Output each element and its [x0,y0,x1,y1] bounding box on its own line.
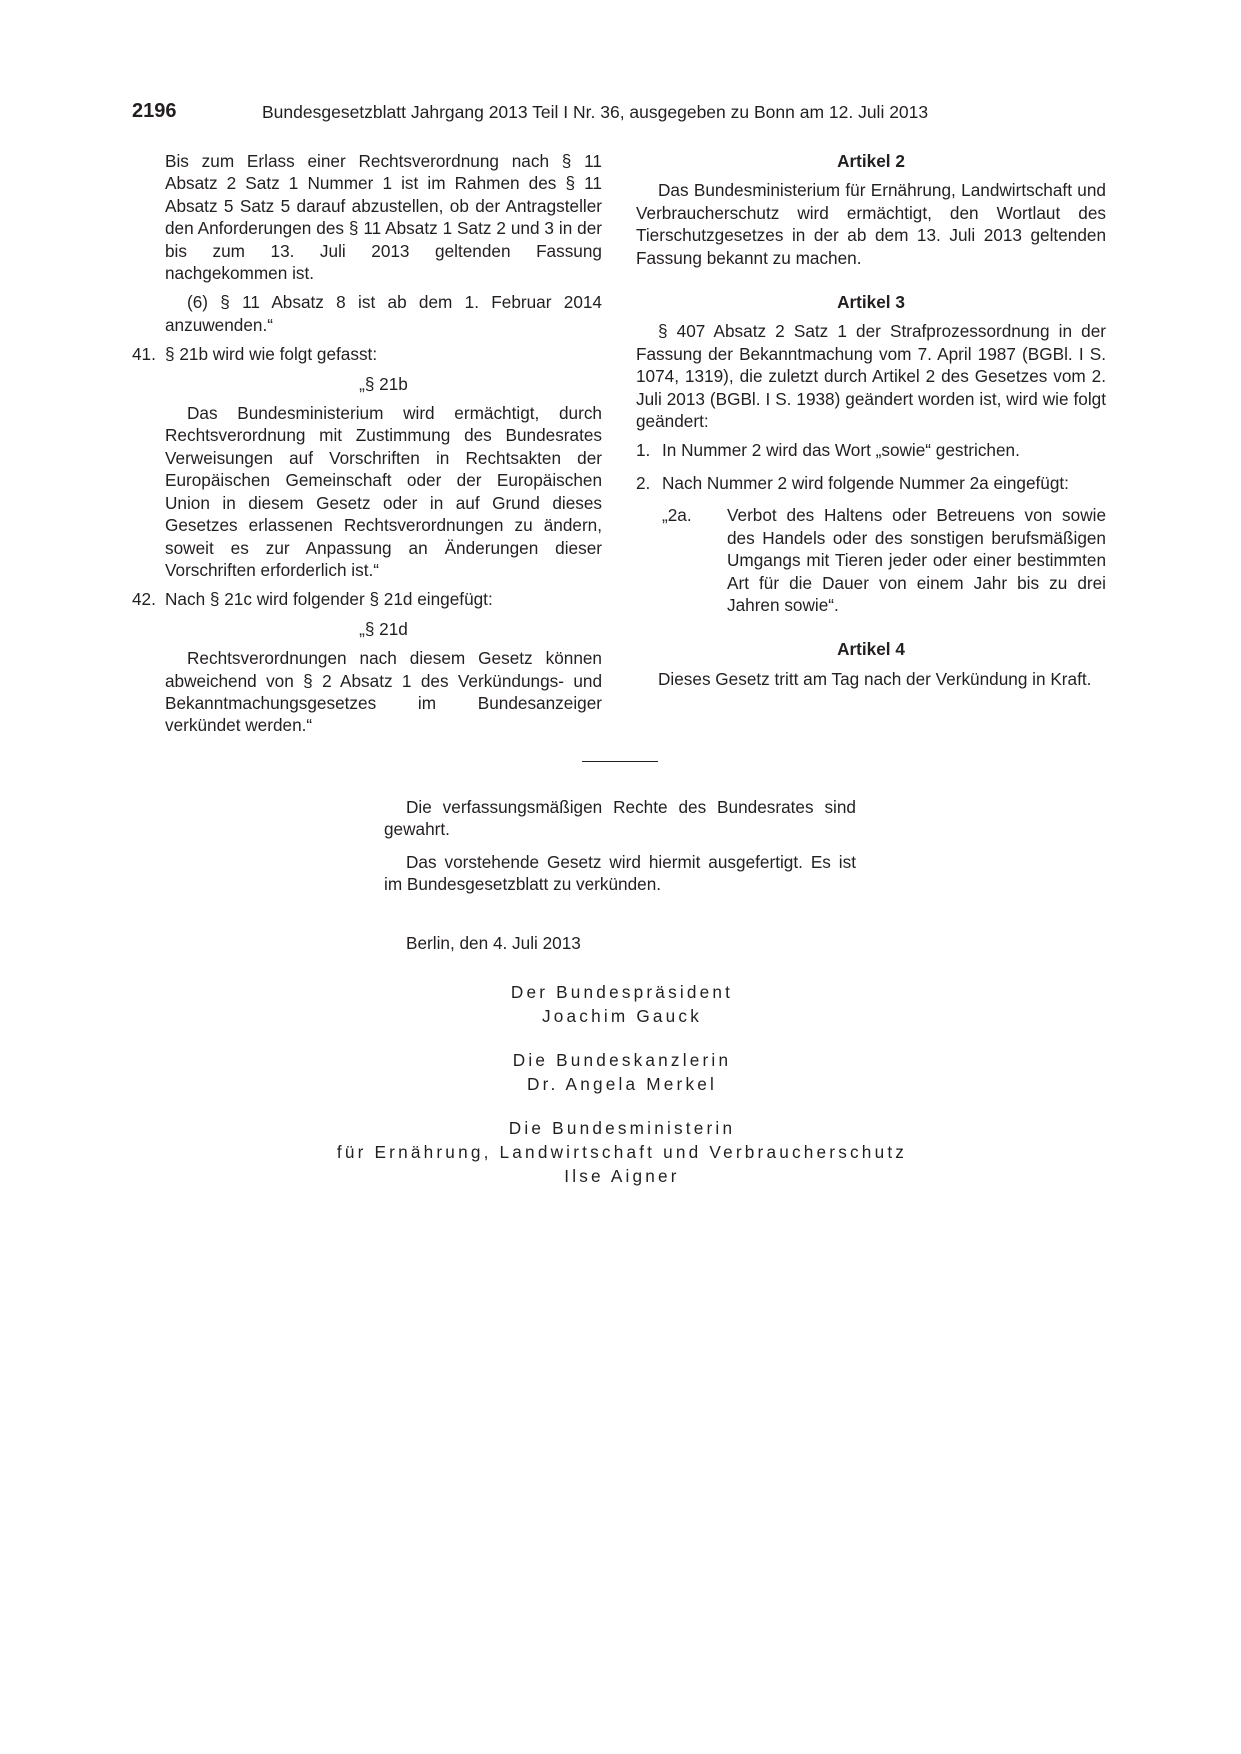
page-header [132,100,1132,130]
item-number: 2. [636,472,651,493]
list-item-2a [662,504,1106,616]
article-3-heading: Artikel 3 [837,292,905,313]
signature-block-president [232,980,1012,1028]
right-column [636,150,1106,697]
item-text: Nach Nummer 2 wird folgende Nummer 2a eingefügt: [662,472,1069,493]
item-text: Verbot des Haltens oder Betreuens von sowie des Handels oder des sonstigen berufsmäßigen Umgangs mit Tieren jeder oder einer bestimmten Art für die Dauer von einem Jahr bis zu drei Jahren sowie“. [727,505,1106,615]
signatory-role: Die Bundeskanzlerin [512,1050,732,1070]
signatory-role: Die Bundesministerin [508,1118,736,1138]
closing-block [384,796,856,906]
signature-block-minister [232,1116,1012,1188]
list-item-2 [636,472,1106,494]
left-column [132,150,602,744]
signatory-role-detail: für Ernährung, Landwirtschaft und Verbraucherschutz [336,1142,908,1162]
signatory-name: Joachim Gauck [541,1006,703,1026]
item-text: Nach § 21c wird folgender § 21d eingefügt: [165,589,493,610]
item-number: 1. [636,440,651,461]
paragraph-6: (6) § 11 Absatz 8 ist ab dem 1. Februar 2014 anzuwenden.“ [165,292,602,335]
list-item-1 [636,439,1106,461]
item-text: In Nummer 2 wird das Wort „sowie“ gestrichen. [662,440,1020,461]
section-21b-text: Das Bundesministerium wird ermächtigt, durch Rechtsverordnung mit Zustimmung des Bundesrates Verweisungen auf Vorschriften in Rechtsakten der Europäischen Gemeinschaft oder der Europäischen Union in diesem Gesetz oder in auf Grund dieses Gesetzes erlassenen Rechtsverordnungen zu ändern, soweit es zur Anpassung an Änderungen dieser Vorschriften erforderlich ist.“ [165,403,602,580]
closing-paragraph-rights: Die verfassungsmäßigen Rechte des Bundesrates sind gewahrt. [384,797,856,840]
signatory-role: Der Bundespräsident [510,982,734,1002]
signatory-name: Ilse Aigner [564,1166,680,1186]
paragraph-transition: Bis zum Erlass einer Rechtsverordnung nach § 11 Absatz 2 Satz 1 Nummer 1 ist im Rahmen des § 11 Absatz 5 Satz 5 darauf abzustellen, ob der Antragsteller den Anforderungen des § 11 Absatz 1 Satz 2 und 3 in der bis zum 13. Juli 2013 geltenden Fassung nachgekommen ist. [165,151,602,284]
item-number: „2a. [662,505,692,526]
list-item-41 [132,343,602,365]
signature-date: Berlin, den 4. Juli 2013 [406,933,581,953]
item-number: 41. [132,344,156,365]
section-21d-text: Rechtsverordnungen nach diesem Gesetz können abweichend von § 2 Absatz 1 des Verkündungs- und Bekanntmachungsgesetzes im Bundesanzeiger verkündet werden.“ [165,648,602,736]
header-title: Bundesgesetzblatt Jahrgang 2013 Teil I Nr. 36, ausgegeben zu Bonn am 12. Juli 2013 [262,102,929,122]
list-item-42 [132,588,602,610]
article-4-text: Dieses Gesetz tritt am Tag nach der Verkündung in Kraft. [658,668,1092,689]
item-text: § 21b wird wie folgt gefasst: [165,344,378,365]
article-3-text: § 407 Absatz 2 Satz 1 der Strafprozessordnung in der Fassung der Bekanntmachung vom 7. April 1987 (BGBl. I S. 1074, 1319), die zuletzt durch Artikel 2 des Gesetzes vom 2. Juli 2013 (BGBl. I S. 1938) geändert worden ist, wird wie folgt geändert: [636,321,1106,432]
article-2-text: Das Bundesministerium für Ernährung, Landwirtschaft und Verbraucherschutz wird ermächtigt, den Wortlaut des Tierschutzgesetzes in der ab dem 13. Juli 2013 geltenden Fassung bekannt zu machen. [636,180,1106,268]
section-divider [582,761,658,762]
article-4-heading: Artikel 4 [837,639,905,660]
page-number: 2196 [132,100,177,122]
item-number: 42. [132,589,156,610]
signature-block-chancellor [232,1048,1012,1096]
signatory-name: Dr. Angela Merkel [526,1074,718,1094]
closing-paragraph-promulgation: Das vorstehende Gesetz wird hiermit ausgefertigt. Es ist im Bundesgesetzblatt zu verkünden. [384,851,856,895]
section-21d-heading: „§ 21d [359,618,408,639]
article-2-heading: Artikel 2 [837,151,905,171]
section-21b-heading: „§ 21b [359,373,408,394]
